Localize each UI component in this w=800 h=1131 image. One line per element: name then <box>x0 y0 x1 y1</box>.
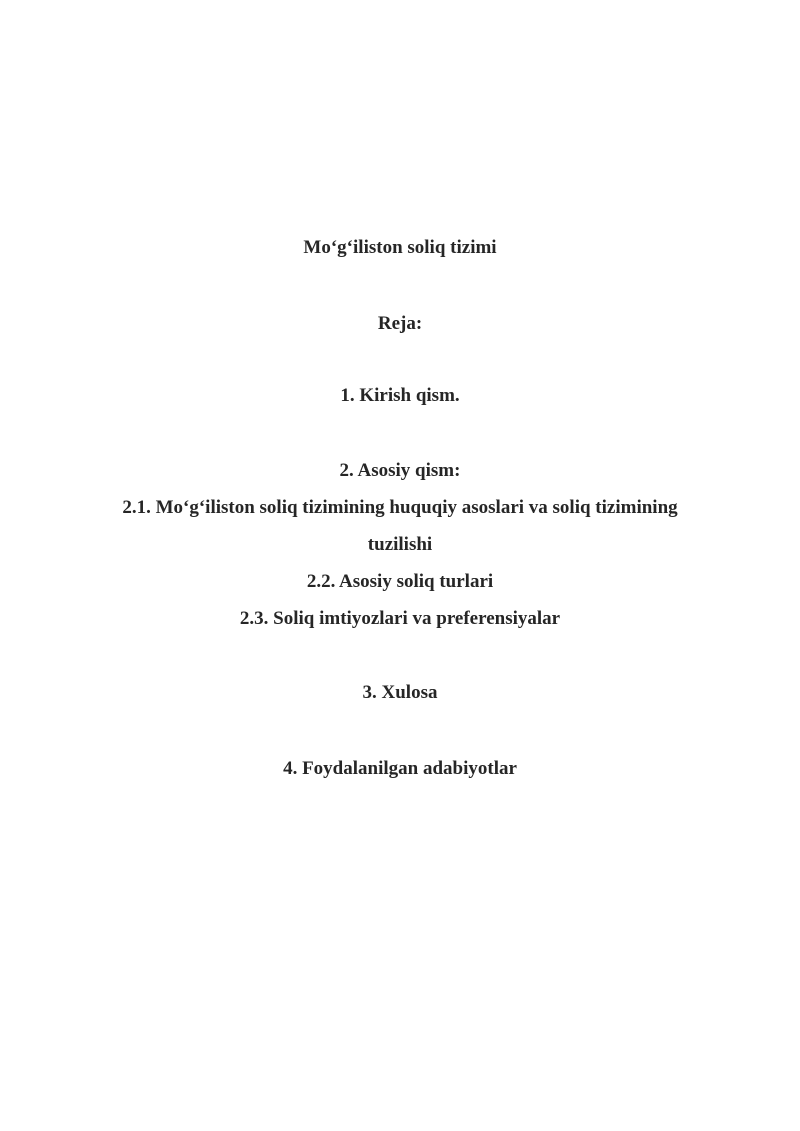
outline-subitem-2-1-continued: tuzilishi <box>367 534 433 555</box>
outline-subitem-2-1: 2.1. Mo‘g‘iliston soliq tizimining huquqiy asoslari va soliq tizimining <box>122 497 678 518</box>
outline-item-conclusion: 3. Xulosa <box>362 682 438 703</box>
document-title: Mo‘g‘iliston soliq tizimi <box>303 237 497 258</box>
outline-item-intro: 1. Kirish qism. <box>340 385 460 406</box>
outline-subitem-2-2: 2.2. Asosiy soliq turlari <box>306 571 494 592</box>
outline-subitem-2-3: 2.3. Soliq imtiyozlari va preferensiyalar <box>239 608 561 629</box>
plan-heading: Reja: <box>377 313 423 334</box>
outline-item-references: 4. Foydalanilgan adabiyotlar <box>283 758 517 779</box>
outline-item-main: 2. Asosiy qism: <box>339 460 461 481</box>
